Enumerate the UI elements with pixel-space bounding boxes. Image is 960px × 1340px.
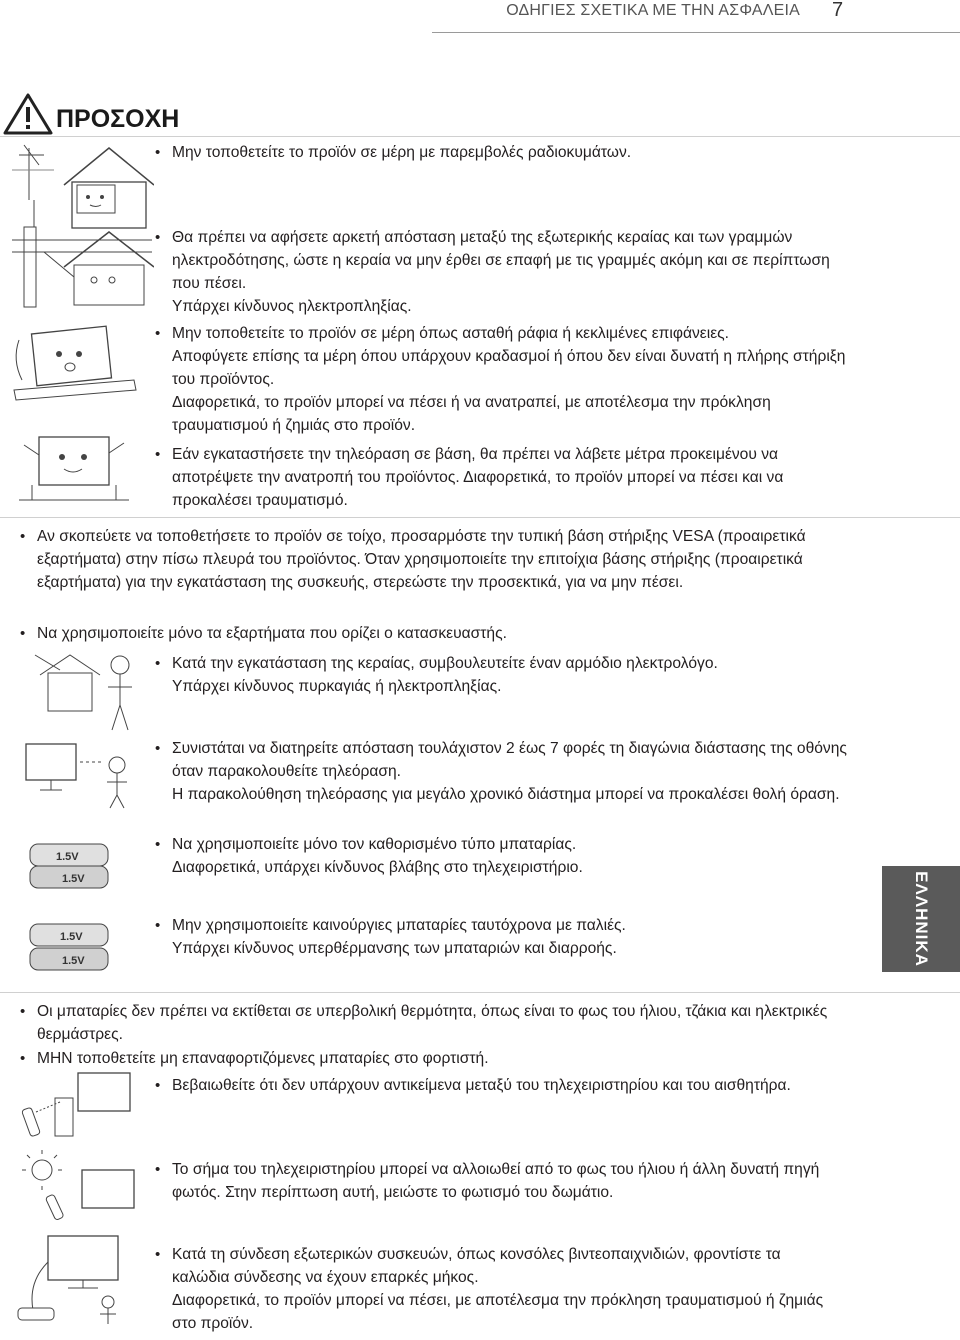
- antenna-install-text: Κατά την εγκατάσταση της κεραίας, συμβουλευτείτε έναν αρμόδιο ηλεκτρολόγο.: [172, 655, 718, 672]
- caution-item-text: Θα πρέπει να αφήσετε αρκετή απόσταση μεταξύ της εξωτερικής κεραίας και των γραμμών ηλεκτροδότησης, ώστε η κεραία να μην έρθει σε επαφή με τις γραμμές ακόμη και σε περίπτωση που πέσει.: [172, 229, 830, 292]
- battery-heat-item: [20, 1000, 837, 1046]
- section-divider: [0, 517, 960, 518]
- header-divider: [432, 32, 960, 33]
- battery-mix-text: Μην χρησιμοποιείτε καινούργιες μπαταρίες ταυτόχρονα με παλιές.: [172, 917, 626, 934]
- battery-label: 1.5V: [62, 955, 85, 967]
- antenna-electrician-illustration: [30, 645, 140, 735]
- wall-mount-item: [20, 525, 827, 594]
- external-device-item: [155, 1243, 842, 1335]
- external-device-text: Διαφορετικά, το προϊόν μπορεί να πέσει, με αποτέλεσμα την πρόκληση τραυματισμού ή ζημιάς στο προϊόν.: [172, 1292, 824, 1332]
- battery-charger-text: ΜΗΝ τοποθετείτε μη επαναφορτιζόμενες μπαταρίες στο φορτιστή.: [37, 1050, 489, 1067]
- caution-item-stand-tip: [155, 443, 852, 512]
- accessories-item: [20, 622, 827, 645]
- house-tv-illustration: [4, 140, 154, 230]
- viewing-distance-illustration: [22, 740, 142, 810]
- remote-light-item: [155, 1158, 832, 1204]
- viewing-distance-text: Η παρακολούθηση τηλεόρασης για μεγάλο χρονικό διάστημα μπορεί να προκαλέσει θολή όραση.: [172, 786, 840, 803]
- battery-type-item: [155, 833, 852, 879]
- battery-label: 1.5V: [62, 873, 85, 885]
- caution-item-text: Μην τοποθετείτε το προϊόν σε μέρη όπως ασταθή ράφια ή κεκλιμένες επιφάνειες.: [172, 325, 730, 342]
- battery-heat-text: Οι μπαταρίες δεν πρέπει να εκτίθεται σε υπερβολική θερμότητα, όπως είναι το φως του ήλιου, τζάκια και ηλεκτρικές θερμάστρες.: [37, 1003, 828, 1043]
- warning-triangle-icon: [2, 92, 54, 141]
- caution-item-text: Μην τοποθετείτε το προϊόν σε μέρη με παρεμβολές ραδιοκυμάτων.: [172, 144, 632, 161]
- battery-label: 1.5V: [56, 851, 79, 863]
- caution-item-unstable: [155, 322, 852, 437]
- caution-item-antenna-distance: [155, 226, 852, 318]
- antenna-powerline-illustration: [4, 222, 154, 310]
- page-number: 7: [832, 0, 844, 21]
- remote-light-text: Το σήμα του τηλεχειριστηρίου μπορεί να αλλοιωθεί από το φως του ήλιου ή άλλη δυνατή πηγή φωτός. Στην περίπτωση αυτή, μειώστε το φωτισμό του δωμάτιο.: [172, 1161, 820, 1201]
- viewing-distance-text: Συνιστάται να διατηρείτε απόσταση τουλάχιστον 2 έως 7 φορές τη διαγώνια διάστασης της οθόνης όταν παρακολουθείτε τηλεόραση.: [172, 740, 847, 780]
- remote-obstacle-text: Βεβαιωθείτε ότι δεν υπάρχουν αντικείμενα μεταξύ του τηλεχειριστηρίου και του αισθητήρα.: [172, 1077, 791, 1094]
- section-divider: [0, 992, 960, 993]
- caution-item-text: Διαφορετικά, το προϊόν μπορεί να πέσει ή να ανατραπεί, με αποτέλεσμα την πρόκληση τραυματισμού ή ζημιάς στο προϊόν.: [172, 394, 771, 434]
- language-tab: [882, 866, 960, 972]
- caution-heading: ΠΡΟΣΟΧΗ: [56, 105, 180, 133]
- caution-item-radio-interference: [155, 141, 852, 164]
- viewing-distance-item: [155, 737, 852, 806]
- external-device-text: Κατά τη σύνδεση εξωτερικών συσκευών, όπως κονσόλες βιντεοπαιχνιδιών, φροντίστε τα καλώδια σύνδεσης να έχουν επαρκές μήκος.: [172, 1246, 781, 1286]
- remote-obstacle-illustration: [20, 1068, 140, 1143]
- remote-obstacle-item: [155, 1074, 832, 1097]
- battery-type-text: Διαφορετικά, υπάρχει κίνδυνος βλάβης στο τηλεχειριστήριο.: [172, 859, 583, 876]
- wall-mount-text: Αν σκοπεύετε να τοποθετήσετε το προϊόν σε τοίχο, προσαρμόστε την τυπική βάση στήριξης VESA (προαιρετικά εξαρτήματα) στην πίσω πλευρά του προϊόντος. Όταν χρησιμοποιείτε την επιτοίχια βάσης στήριξης (προαιρετικά εξαρτήματα) για την εγκατάσταση της συσκευής, στερεώστε την προσεκτικά, για να μην πέσει.: [37, 528, 806, 591]
- tv-stand-secured-illustration: [4, 425, 144, 515]
- external-device-illustration: [8, 1232, 138, 1327]
- antenna-install-item: [155, 652, 852, 698]
- accessories-text: Να χρησιμοποιείτε μόνο τα εξαρτήματα που ορίζει ο κατασκευαστής.: [37, 625, 507, 642]
- caution-item-text: Αποφύγετε επίσης τα μέρη όπου υπάρχουν κραδασμοί ή όπου δεν είναι δυνατή η πλήρης στήριξη του προϊόντος.: [172, 348, 846, 388]
- battery-mix-illustration: [24, 918, 116, 980]
- battery-type-text: Να χρησιμοποιείτε μόνο τον καθορισμένο τύπο μπαταρίας.: [172, 836, 577, 853]
- remote-sunlight-illustration: [20, 1150, 140, 1225]
- unstable-shelf-illustration: [4, 320, 144, 410]
- caution-item-text: Υπάρχει κίνδυνος ηλεκτροπληξίας.: [172, 298, 412, 315]
- header-section-title: ΟΔΗΓΙΕΣ ΣΧΕΤΙΚΑ ΜΕ ΤΗΝ ΑΣΦΑΛΕΙΑ: [506, 2, 800, 19]
- language-tab-label: ΕΛΛΗΝΙΚΑ: [912, 871, 932, 967]
- battery-label: 1.5V: [60, 931, 83, 943]
- antenna-install-text: Υπάρχει κίνδυνος πυρκαγιάς ή ηλεκτροπληξίας.: [172, 678, 502, 695]
- battery-mix-text: Υπάρχει κίνδυνος υπερθέρμανσης των μπαταριών και διαρροής.: [172, 940, 617, 957]
- caution-underline: [0, 136, 960, 137]
- battery-charger-item: [20, 1047, 837, 1070]
- battery-mix-item: [155, 914, 852, 960]
- battery-pair-illustration: [24, 836, 116, 896]
- caution-item-text: Εάν εγκαταστήσετε την τηλεόραση σε βάση, θα πρέπει να λάβετε μέτρα προκειμένου να αποτρέψετε την ανατροπή του προϊόντος. Διαφορετικά, το προϊόν μπορεί να πέσει και να προκαλέσει τραυματισμό.: [172, 446, 784, 509]
